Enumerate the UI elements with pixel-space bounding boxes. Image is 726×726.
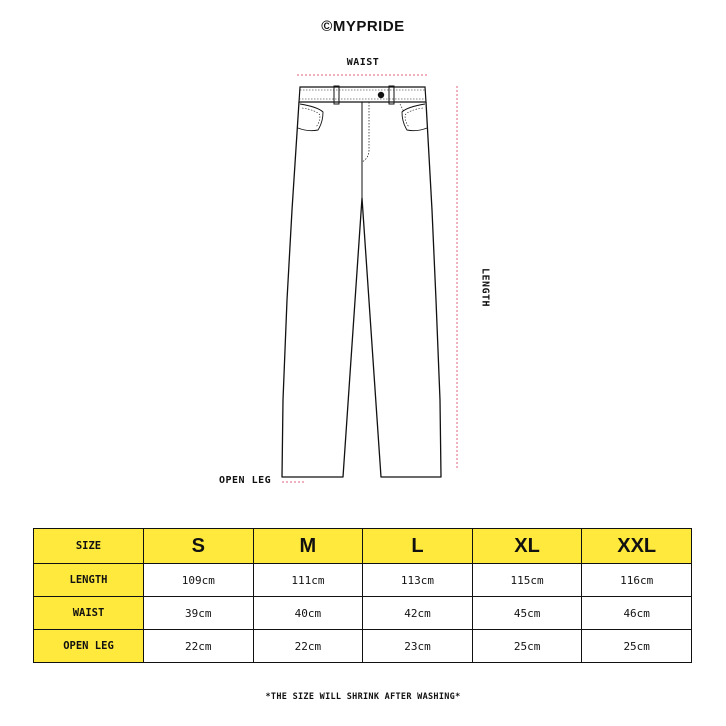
table-cell: 113cm (363, 564, 473, 597)
table-cell: 111cm (253, 564, 363, 597)
size-header-row (34, 529, 692, 564)
open-leg-row (34, 630, 692, 663)
row-label-waist: WAIST (34, 597, 144, 630)
length-row (34, 564, 692, 597)
row-label-length: LENGTH (34, 564, 144, 597)
button-icon (378, 92, 384, 98)
open-leg-label: OPEN LEG (219, 475, 272, 486)
size-chart-table (33, 528, 692, 663)
size-m: M (253, 529, 363, 564)
table-cell: 46cm (582, 597, 692, 630)
table-cell: 25cm (582, 630, 692, 663)
waist-row (34, 597, 692, 630)
table-cell: 40cm (253, 597, 363, 630)
table-cell: 109cm (144, 564, 254, 597)
size-header-label: SIZE (34, 529, 144, 564)
length-label: LENGTH (479, 267, 491, 308)
table-cell: 22cm (253, 630, 363, 663)
table-cell: 22cm (144, 630, 254, 663)
washing-note: *THE SIZE WILL SHRINK AFTER WASHING* (265, 692, 461, 702)
size-xxl: XXL (582, 529, 692, 564)
size-xl: XL (472, 529, 582, 564)
waistband (299, 87, 426, 102)
brand-logo: ©MYPRIDE (321, 18, 405, 35)
table-cell: 23cm (363, 630, 473, 663)
table-cell: 115cm (472, 564, 582, 597)
size-s: S (144, 529, 254, 564)
table-cell: 39cm (144, 597, 254, 630)
waist-label: WAIST (346, 57, 380, 68)
table-cell: 45cm (472, 597, 582, 630)
table-cell: 116cm (582, 564, 692, 597)
size-l: L (363, 529, 473, 564)
row-label-open-leg: OPEN LEG (34, 630, 144, 663)
table-cell: 42cm (363, 597, 473, 630)
table-cell: 25cm (472, 630, 582, 663)
